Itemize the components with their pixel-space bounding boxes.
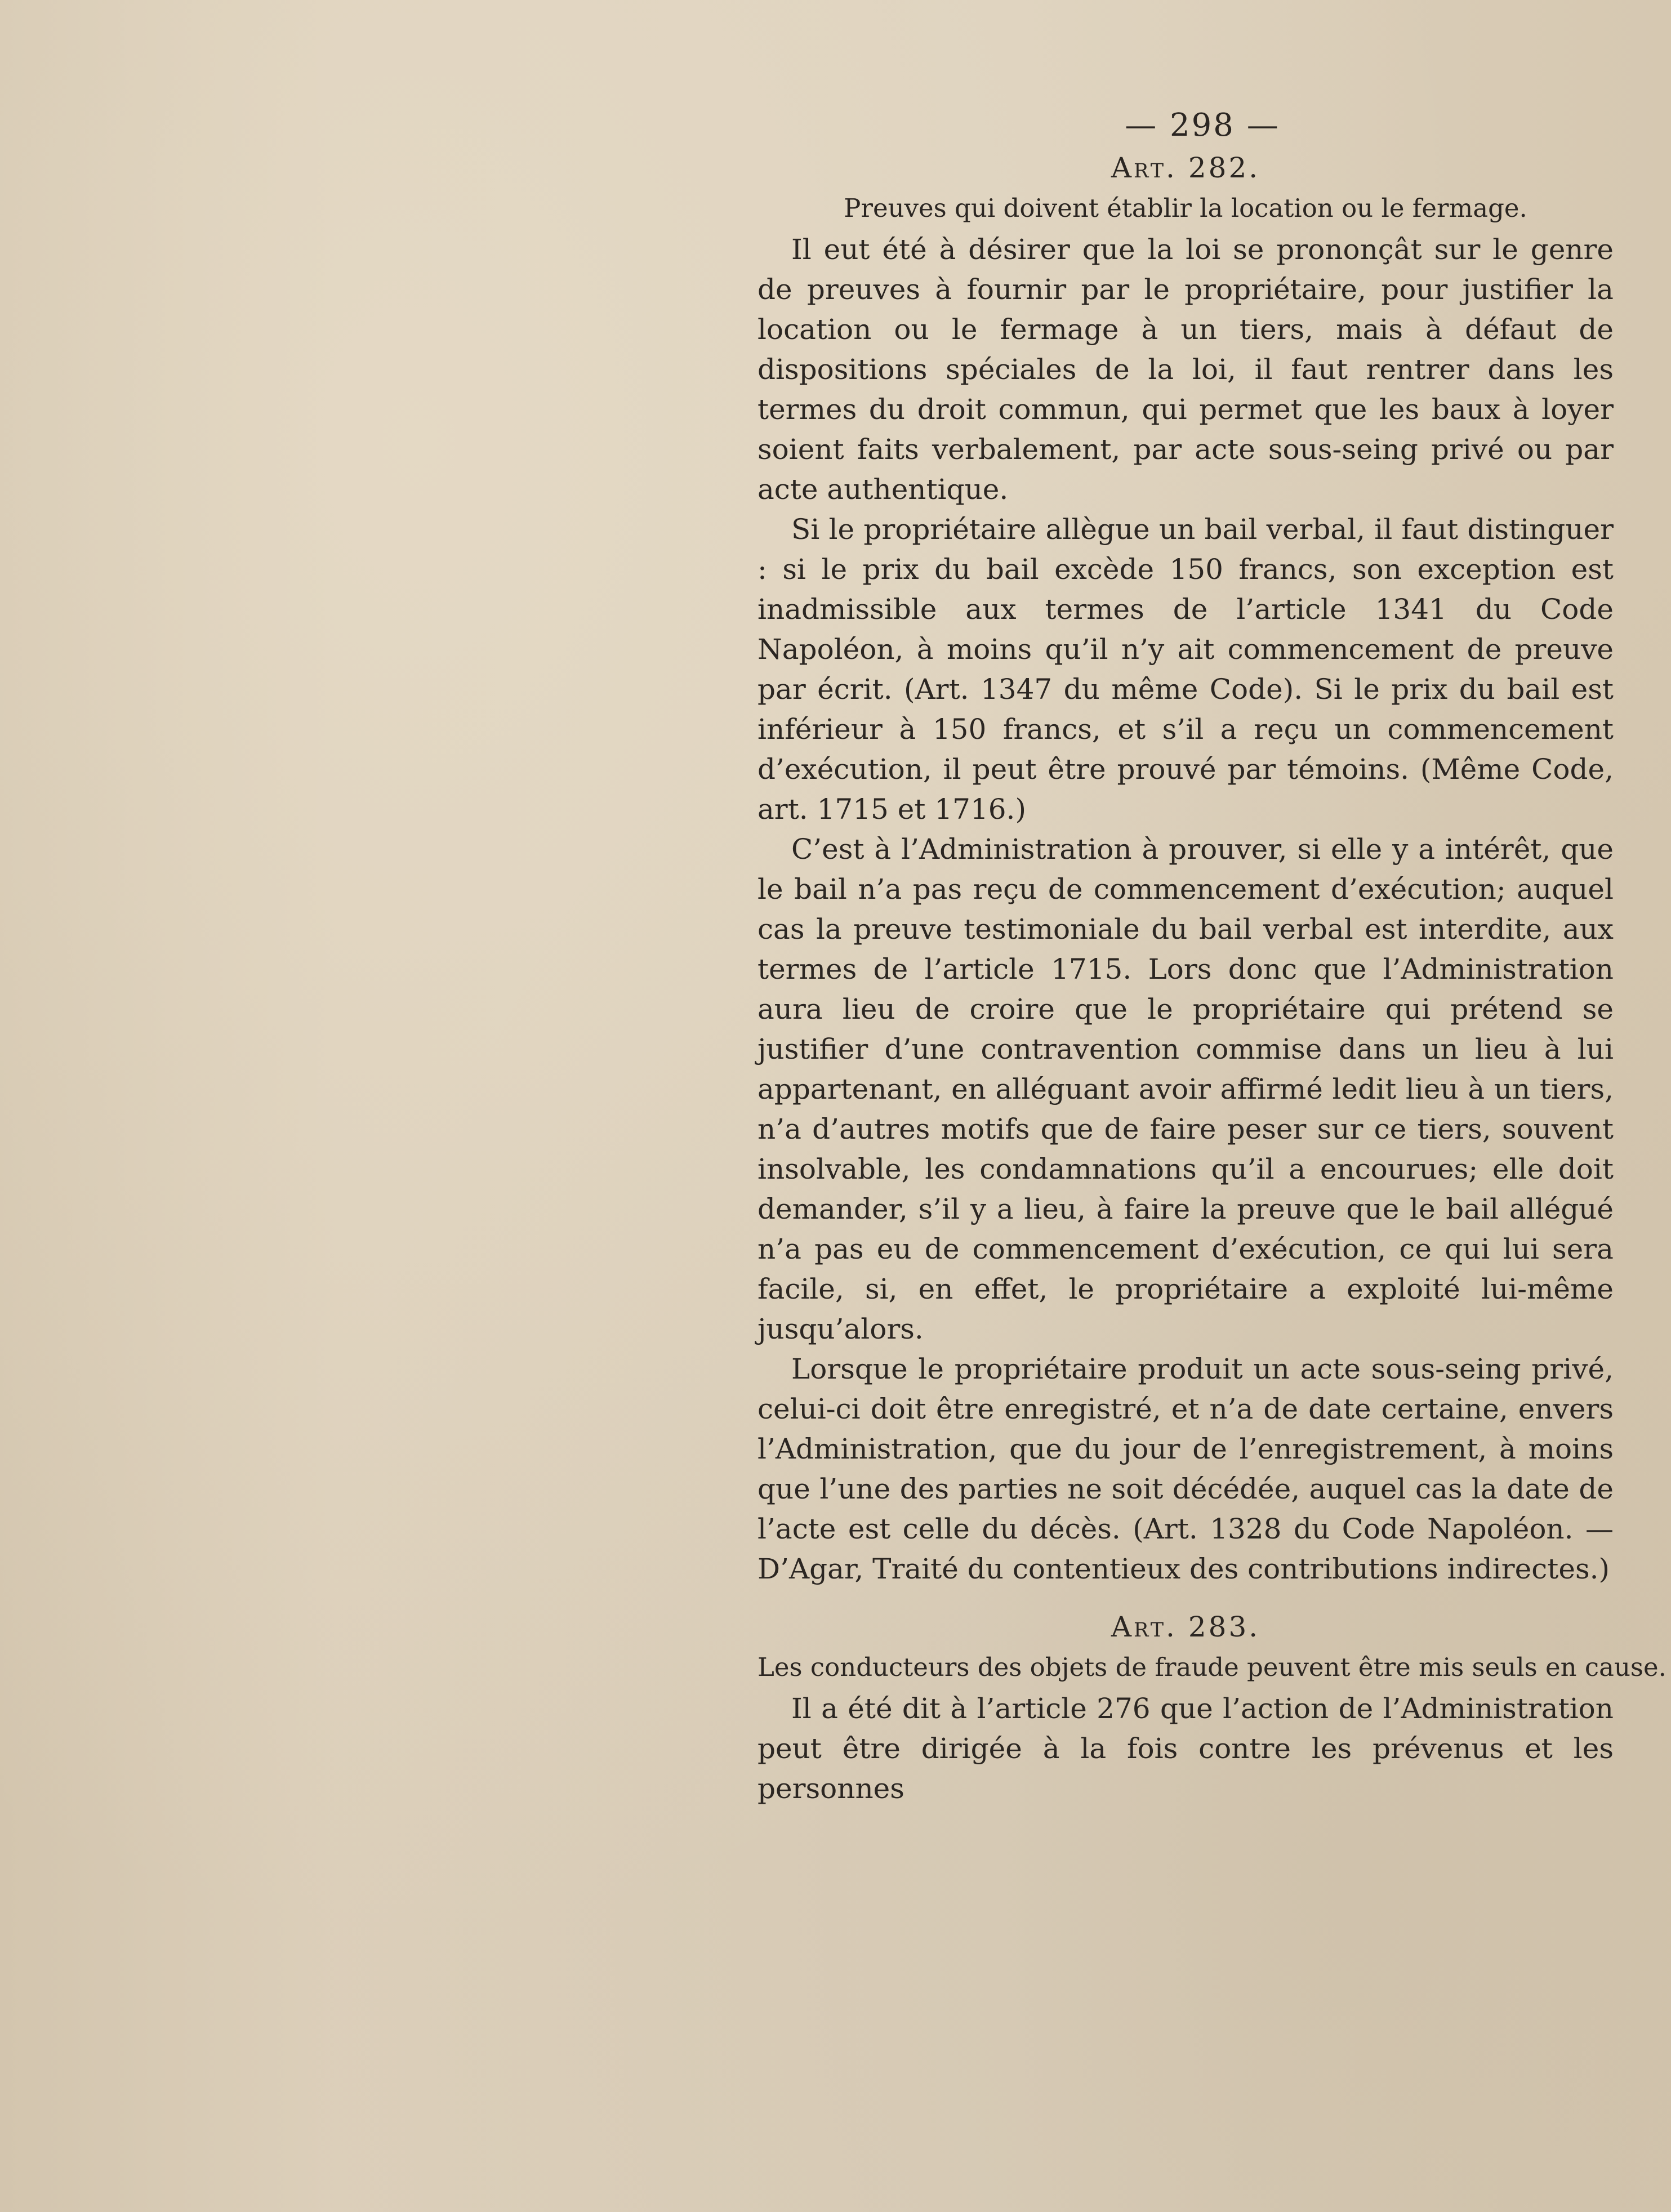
article-subtitle: Preuves qui doivent établir la location ou le fermage. [844,193,1527,223]
article-subtitle: Les conducteurs des objets de fraude peuvent être mis seuls en cause. [757,1652,1666,1682]
article-heading: Art. 282. [1111,151,1260,184]
page-number: — 298 — [1125,107,1280,144]
paragraph: C’est à l’Administration à prouver, si elle y a intérêt, que le bail n’a pas reçu de commencement d’exécution; auquel cas la preuve testimoniale du bail verbal est interdite, aux termes de l’article 1715. Lors donc que l’Administration aura lieu de croire que le propriétaire qui prétend se justifier d’une contravention commise dans un lieu à lui appartenant, en alléguant avoir affirmé ledit lieu à un tiers, n’a d’autres motifs que de faire peser sur ce tiers, souvent insolvable, les condamnations qu’il a encourues; elle doit demander, s’il y a lieu, à faire la preuve que le bail allégué n’a pas eu de commencement d’exécution, ce qui lui sera facile, si, en effet, le propriétaire a exploité lui-même jusqu’alors. [757,833,1614,1345]
text-column [757,107,1666,1809]
article-282 [757,151,1614,1589]
paragraph: Lorsque le propriétaire produit un acte sous-seing privé, celui-ci doit être enregistré, et n’a de date certaine, envers l’Administration, que du jour de l’enregistrement, à moins que l’une des parties ne soit décédée, auquel cas la date de l’acte est celle du décès. (Art. 1328 du Code Napoléon. — D’Agar, Traité du contentieux des contributions indirectes.) [757,1353,1614,1585]
section-spacer [757,1589,1614,1611]
paragraph: Si le propriétaire allègue un bail verbal, il faut distinguer : si le prix du bail excède 150 francs, son exception est inadmissible aux termes de l’article 1341 du Code Napoléon, à moins qu’il n’y ait commencement de preuve par écrit. (Art. 1347 du même Code). Si le prix du bail est inférieur à 150 francs, et s’il a reçu un commencement d’exécution, il peut être prouvé par témoins. (Même Code, art. 1715 et 1716.) [757,513,1614,826]
paragraph: Il eut été à désirer que la loi se prononçât sur le genre de preuves à fournir par le propriétaire, pour justifier la location ou le fermage à un tiers, mais à défaut de dispositions spéciales de la loi, il faut rentrer dans les termes du droit commun, qui permet que les baux à loyer soient faits verbalement, par acte sous-seing privé ou par acte authentique. [757,233,1614,506]
paragraph: Il a été dit à l’article 276 que l’action de l’Administration peut être dirigée à la fois contre les prévenus et les personnes [757,1692,1614,1805]
article-283 [757,1611,1666,1809]
article-heading: Art. 283. [1111,1611,1260,1643]
